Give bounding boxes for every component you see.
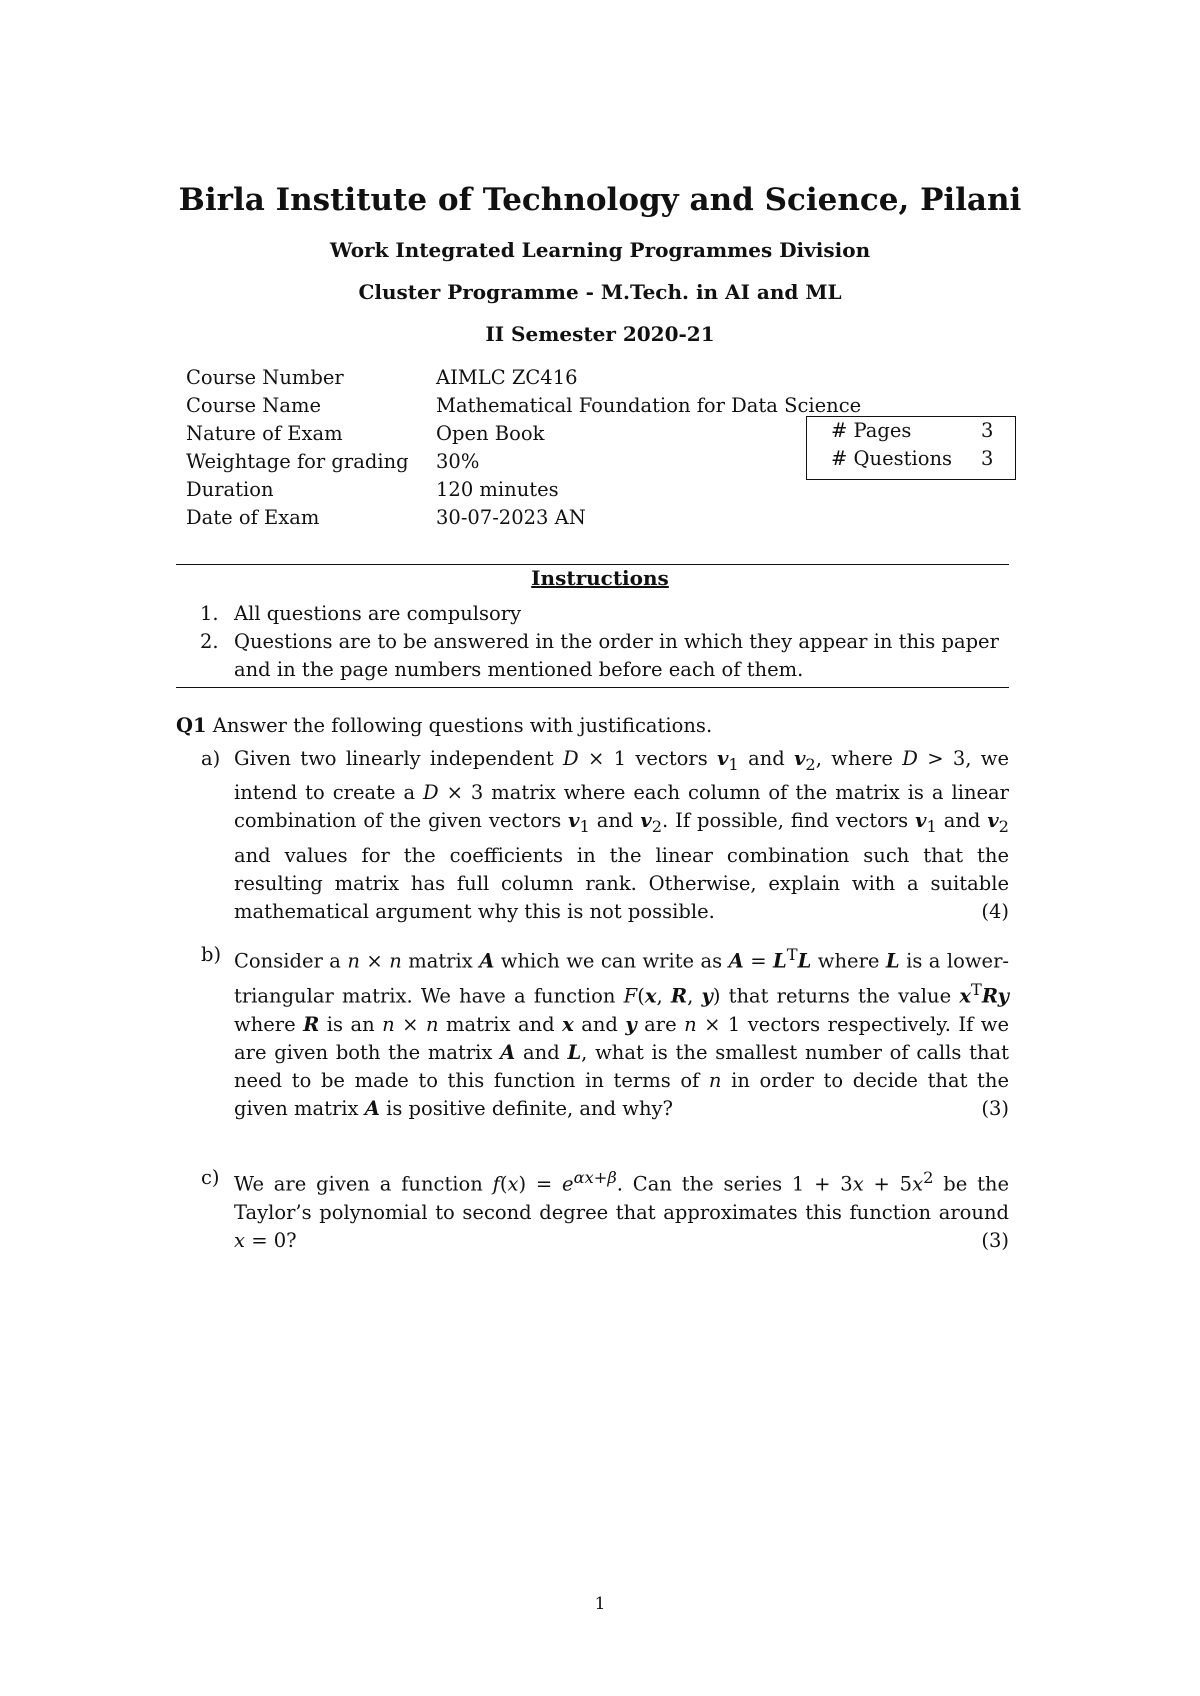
info-row-course-name: [186, 392, 861, 420]
info-row-course-number: [186, 364, 861, 392]
info-label: Duration: [186, 478, 274, 501]
info-label: Course Number: [186, 366, 344, 389]
stat-label: # Pages: [831, 419, 912, 442]
info-value: 30%: [436, 450, 480, 473]
programme-subtitle: Cluster Programme - M.Tech. in AI and ML: [358, 280, 842, 304]
part-label: b): [201, 943, 222, 966]
info-value: AIMLC ZC416: [436, 366, 578, 389]
instruction-text: All questions are compulsory: [234, 602, 522, 625]
question-lead: [176, 712, 1009, 740]
part-label: a): [201, 747, 221, 770]
instruction-text: Questions are to be answered in the order in which they appear in this paper and in the page numbers mentioned before each of them.: [234, 630, 999, 681]
instructions-heading: Instructions: [531, 566, 669, 590]
instruction-item-2: [200, 628, 1009, 684]
part-c-text: c) We are given a function $f(x) = e^{\alpha x+\beta}$. Can the series $1 + 3x + 5x^2$ be the Taylor’s polynomial to second degree that approximates this function around x = 0? (3): [234, 1164, 1009, 1255]
course-info-table: [186, 364, 861, 532]
instruction-item-1: [200, 600, 1009, 628]
divider-top: [176, 564, 1009, 565]
institute-title: Birla Institute of Technology and Science, Pilani: [178, 182, 1022, 218]
info-label: Course Name: [186, 394, 322, 417]
divider-bottom: [176, 687, 1009, 688]
pages-questions-box: [806, 416, 1016, 480]
info-value: 30-07-2023 AN: [436, 506, 586, 529]
division-subtitle: Work Integrated Learning Programmes Division: [329, 238, 871, 262]
stat-row-pages: [807, 417, 1015, 445]
part-marks: (3): [981, 1229, 1009, 1253]
info-value: Open Book: [436, 422, 545, 445]
part-marks: (3): [981, 1097, 1009, 1121]
part-marks: (4): [981, 900, 1009, 924]
stat-label: # Questions: [831, 447, 953, 470]
instruction-number: 2.: [200, 630, 219, 653]
info-row-weightage: [186, 448, 861, 476]
stat-value: 3: [981, 447, 994, 470]
info-value: Mathematical Foundation for Data Science: [436, 394, 862, 417]
part-b-text: b) Consider a n × n matrix A which we can write as $A = L^TL$ where L is a lower-triangular matrix. We have a function F(x, R, y) that returns the value $x^TRy$ where R is an n × n matrix and x and y are n × 1 vectors respectively. If we are given both the matrix A and L, what is the smallest number of calls that need to be made to this function in terms of n in order to decide that the given matrix A is positive definite, and why? (3): [234, 941, 1009, 1124]
info-label: Nature of Exam: [186, 422, 343, 445]
question-label: Q1: [176, 714, 207, 737]
info-label: Date of Exam: [186, 506, 320, 529]
info-row-duration: [186, 476, 861, 504]
stat-row-questions: [807, 445, 1015, 473]
instruction-number: 1.: [200, 602, 219, 625]
part-a-text: a) Given two linearly independent D × 1 vectors $v_1$ and $v_2$, where D > 3, we intend to create a D × 3 matrix where each column of the matrix is a linear combination of the given vectors $v_1$ and $v_2$. If possible, find vectors $v_1$ and $v_2$ and values for the coefficients in the linear combination such that the resulting matrix has full column rank. Otherwise, explain with a suitable mathematical argument why this is not possible. (4): [234, 745, 1009, 927]
part-label: c): [201, 1166, 220, 1189]
info-row-date: [186, 504, 861, 532]
question-1: [176, 712, 1009, 740]
info-row-nature-of-exam: [186, 420, 861, 448]
question-lead-text: Answer the following questions with justifications.: [212, 714, 713, 737]
page-number: 1: [594, 1594, 606, 1614]
info-label: Weightage for grading: [186, 450, 409, 473]
info-value: 120 minutes: [436, 478, 559, 501]
stat-value: 3: [981, 419, 994, 442]
semester-subtitle: II Semester 2020-21: [485, 322, 715, 346]
